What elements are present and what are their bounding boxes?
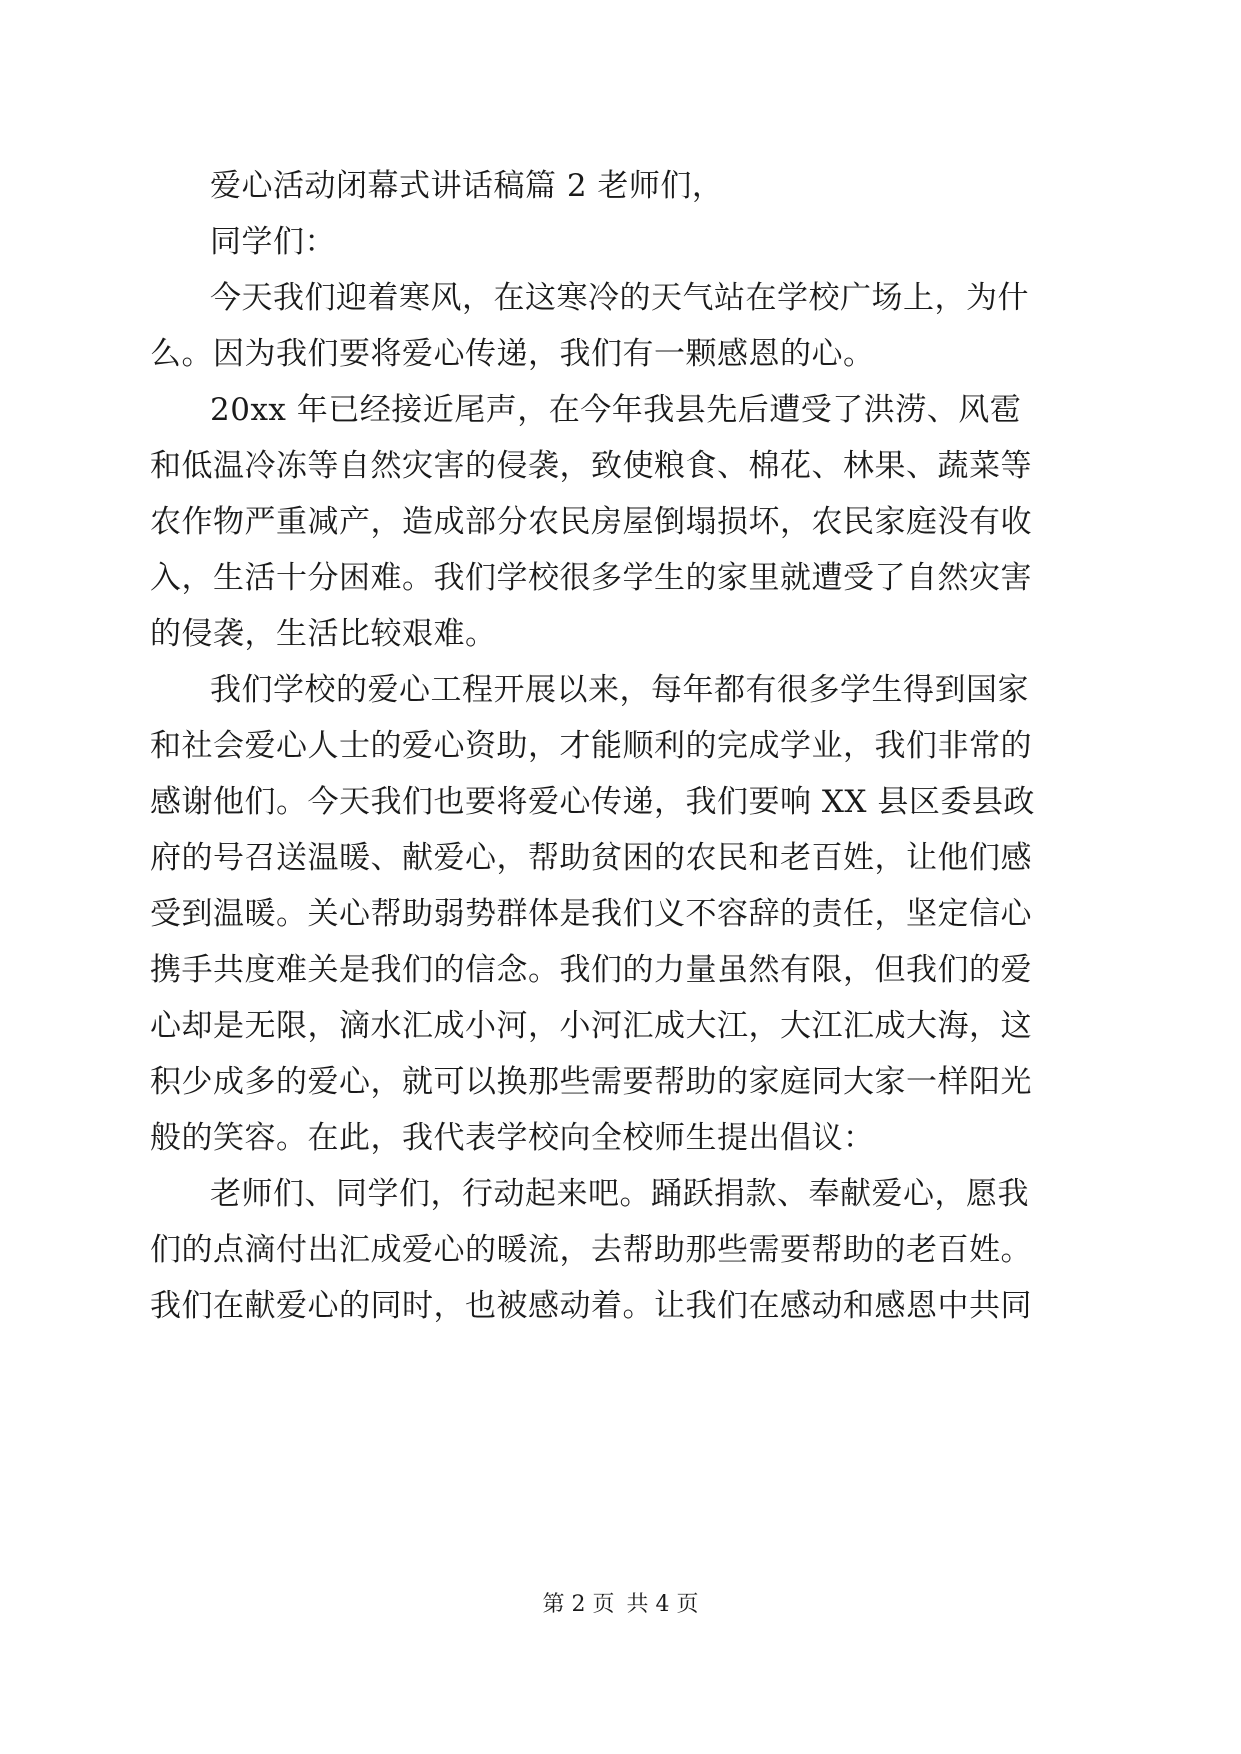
text-line: 农作物严重减产，造成部分农民房屋倒塌损坏，农民家庭没有收 bbox=[150, 504, 1032, 540]
page-number: 第 2 页 bbox=[542, 1592, 615, 1617]
text-line: 我们学校的爱心工程开展以来，每年都有很多学生得到国家 bbox=[210, 672, 1029, 708]
text-line: 心却是无限，滴水汇成小河，小河汇成大江，大江汇成大海，这 bbox=[150, 1008, 1032, 1044]
text-line: 般的笑容。在此，我代表学校向全校师生提出倡议： bbox=[150, 1120, 875, 1156]
text-line: 爱心活动闭幕式讲话稿篇 2 老师们， bbox=[210, 168, 724, 204]
text-line: 府的号召送温暖、献爱心，帮助贫困的农民和老百姓，让他们感 bbox=[150, 840, 1032, 876]
text-line: 和低温冷冻等自然灾害的侵袭，致使粮食、棉花、林果、蔬菜等 bbox=[150, 448, 1032, 484]
page-total: 共 4 页 bbox=[626, 1592, 699, 1617]
text-line: 和社会爱心人士的爱心资助，才能顺利的完成学业，我们非常的 bbox=[150, 728, 1032, 764]
text-line: 积少成多的爱心，就可以换那些需要帮助的家庭同大家一样阳光 bbox=[150, 1064, 1032, 1100]
text-line: 感谢他们。今天我们也要将爱心传递，我们要响 XX 县区委县政 bbox=[150, 784, 1035, 820]
text-line: 的侵袭，生活比较艰难。 bbox=[150, 616, 497, 652]
text-line: 同学们： bbox=[210, 224, 336, 260]
text-line: 么。因为我们要将爱心传递，我们有一颗感恩的心。 bbox=[150, 336, 875, 372]
text-line: 受到温暖。关心帮助弱势群体是我们义不容辞的责任，坚定信心 bbox=[150, 896, 1032, 932]
text-line: 入，生活十分困难。我们学校很多学生的家里就遭受了自然灾害 bbox=[150, 560, 1032, 596]
text-line: 们的点滴付出汇成爱心的暖流，去帮助那些需要帮助的老百姓。 bbox=[150, 1232, 1032, 1268]
text-line: 我们在献爱心的同时，也被感动着。让我们在感动和感恩中共同 bbox=[150, 1288, 1032, 1324]
text-line: 今天我们迎着寒风，在这寒冷的天气站在学校广场上，为什 bbox=[210, 280, 1029, 316]
text-line: 携手共度难关是我们的信念。我们的力量虽然有限，但我们的爱 bbox=[150, 952, 1032, 988]
text-line: 20xx 年已经接近尾声，在今年我县先后遭受了洪涝、风雹 bbox=[210, 392, 1022, 428]
page-footer bbox=[0, 1590, 1241, 1620]
text-line: 老师们、同学们，行动起来吧。踊跃捐款、奉献爱心，愿我 bbox=[210, 1176, 1029, 1212]
